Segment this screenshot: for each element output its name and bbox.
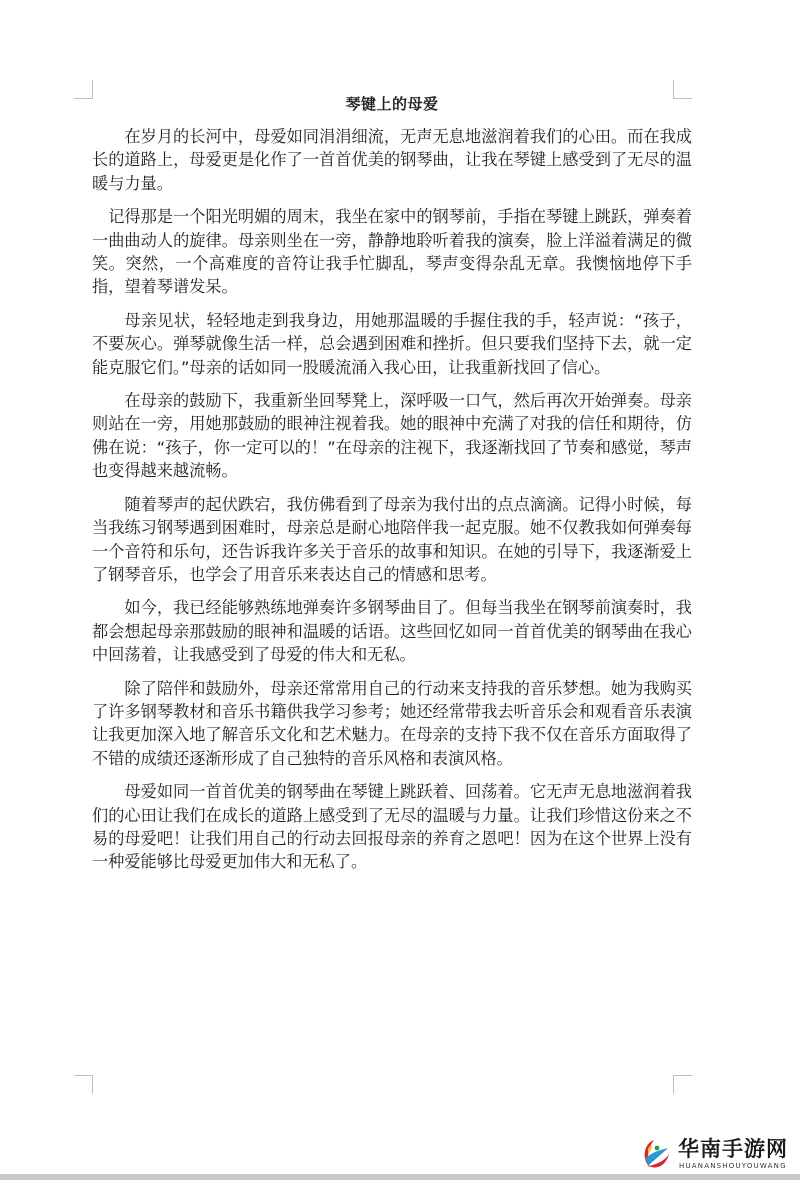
document-page <box>92 93 692 884</box>
paragraph-2: 记得那是一个阳光明媚的周末，我坐在家中的钢琴前，手指在琴键上跳跃，弹奏着一曲曲动人的旋律。母亲则坐在一旁，静静地聆听着我的演奏，脸上洋溢着满足的微笑。突然，一个高难度的音符让我手忙脚乱，琴声变得杂乱无章。我懊恼地停下手指，望着琴谱发呆。 <box>92 207 692 297</box>
paragraph-7: 除了陪伴和鼓励外，母亲还常常用自己的行动来支持我的音乐梦想。她为我购买了许多钢琴教材和音乐书籍供我学习参考；她还经常带我去听音乐会和观看音乐表演让我更加深入地了解音乐文化和艺术魅力。在母亲的支持下我不仅在音乐方面取得了不错的成绩还逐渐形成了自己独特的音乐风格和表演风格。 <box>92 678 692 768</box>
page-corner-mark-top-left <box>74 80 93 99</box>
page-corner-mark-bottom-left <box>74 1075 93 1094</box>
document-title: 琴键上的母爱 <box>345 95 439 113</box>
paragraph-4: 在母亲的鼓励下，我重新坐回琴凳上，深呼吸一口气，然后再次开始弹奏。母亲则站在一旁，用她那鼓励的眼神注视着我。她的眼神中充满了对我的信任和期待，仿佛在说：“孩子，你一定可以的！”在母亲的注视下，我逐渐找回了节奏和感觉，琴声也变得越来越流畅。 <box>92 391 692 481</box>
paragraph-5: 随着琴声的起伏跌宕，我仿佛看到了母亲为我付出的点点滴滴。记得小时候，每当我练习钢琴遇到困难时，母亲总是耐心地陪伴我一起克服。她不仅教我如何弹奏每一个音符和乐句，还告诉我许多关于音乐的故事和知识。在她的引导下，我逐渐爱上了钢琴音乐，也学会了用音乐来表达自己的情感和思考。 <box>92 494 692 584</box>
paragraph-3: 母亲见状，轻轻地走到我身边，用她那温暖的手握住我的手，轻声说：“孩子，不要灰心。弹琴就像生活一样，总会遇到困难和挫折。但只要我们坚持下去，就一定能克服它们。”母亲的话如同一股暖流涌入我心田，让我重新找回了信心。 <box>92 310 692 377</box>
page-corner-mark-bottom-right <box>673 1075 692 1094</box>
watermark-name: 华南手游网 <box>678 1137 788 1161</box>
swoosh-logo-icon <box>640 1136 670 1172</box>
site-watermark <box>640 1132 800 1176</box>
paragraph-8: 母爱如同一首首优美的钢琴曲在琴键上跳跃着、回荡着。它无声无息地滋润着我们的心田让我们在成长的道路上感受到了无尽的温暖与力量。让我们珍惜这份来之不易的母爱吧！让我们用自己的行动去回报母亲的养育之恩吧！因为在这个世界上没有一种爱能够比母爱更加伟大和无私了。 <box>92 782 692 872</box>
paragraph-6: 如今，我已经能够熟练地弹奏许多钢琴曲目了。但每当我坐在钢琴前演奏时，我都会想起母亲那鼓励的眼神和温暖的话语。这些回忆如同一首首优美的钢琴曲在我心中回荡着，让我感受到了母爱的伟大和无私。 <box>92 598 692 665</box>
bottom-edge-bar <box>0 1174 800 1180</box>
paragraph-1: 在岁月的长河中，母爱如同涓涓细流，无声无息地滋润着我们的心田。而在我成长的道路上，母爱更是化作了一首首优美的钢琴曲，让我在琴键上感受到了无尽的温暖与力量。 <box>92 127 692 193</box>
watermark-subtitle: HUANANSHOUYOUWANG <box>679 1162 787 1170</box>
